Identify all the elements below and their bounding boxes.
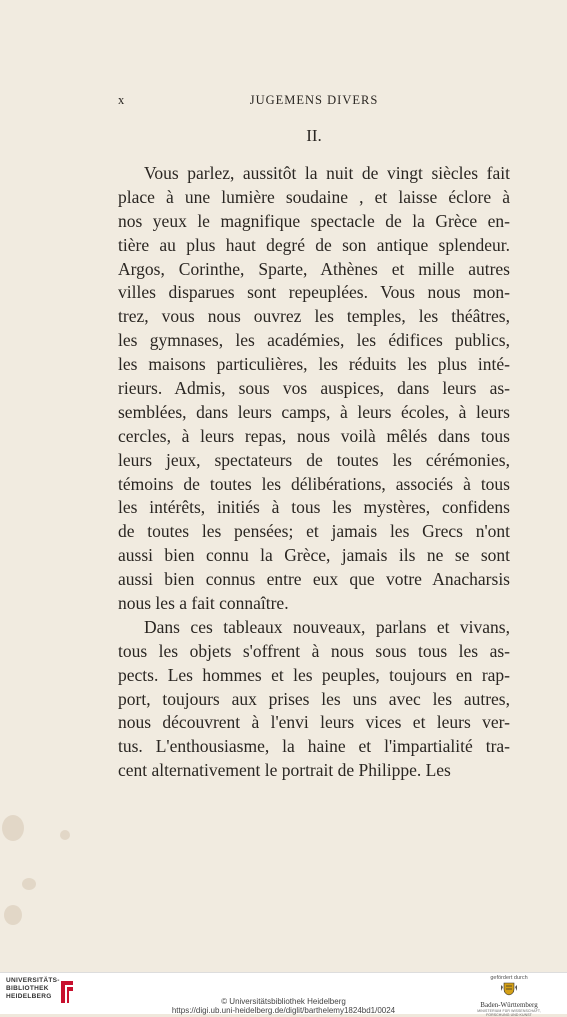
- funder-logo: [469, 975, 549, 1017]
- copyright-text: © Universitätsbibliothek Heidelberg: [221, 997, 346, 1006]
- funding-label: gefördert durch: [490, 975, 528, 981]
- text-line: les maisons particulières, les réduits les plus inté-: [118, 354, 510, 375]
- foxing-stain: [60, 830, 70, 840]
- section-heading: II.: [306, 126, 322, 145]
- paragraph: [118, 616, 510, 783]
- paragraph: [118, 162, 510, 616]
- text-line: nos yeux le magnifique spectacle de la Grèce en-: [118, 210, 510, 231]
- university-library-logo-text: UNIVERSITÄTS- BIBLIOTHEK HEIDELBERG: [6, 977, 60, 1000]
- body-text: [118, 162, 510, 783]
- text-line: de toutes les pensées; et jamais les Grecs n'ont: [118, 521, 510, 542]
- text-line: tus. L'enthousiasme, la haine et l'impartialité tra-: [118, 736, 510, 757]
- text-line: Dans ces tableaux nouveaux, parlans et vivans,: [144, 616, 510, 637]
- text-line: trez, vous nous ouvrez les temples, les théâtres,: [118, 306, 510, 327]
- text-line: place à une lumière soudaine , et laisse éclore à: [118, 186, 510, 207]
- text-line: villes disparues sont repeuplées. Vous nous mon-: [118, 282, 510, 303]
- text-line: nous découvrent à l'envi leurs vices et leurs ver-: [118, 712, 510, 733]
- foxing-stain: [2, 815, 24, 841]
- text-line: cercles, à leurs repas, nous voilà mêlés dans tous: [118, 425, 510, 446]
- permalink-url[interactable]: https://digi.ub.uni-heidelberg.de/diglit/barthelemy1824bd1/0024: [171, 1006, 396, 1015]
- text-line: rieurs. Admis, sous vos auspices, dans leurs as-: [118, 378, 510, 399]
- text-line: aussi bien connu la Grèce, jamais ils ne se sont: [118, 545, 510, 566]
- page-number: x: [118, 93, 126, 107]
- text-line: tous les objets s'offrent à nous sous tous les as-: [118, 640, 510, 661]
- foxing-stain: [4, 905, 22, 925]
- coat-of-arms-icon: [500, 982, 518, 996]
- text-line: nous les a fait connaître.: [118, 593, 289, 614]
- footer-bar: [0, 972, 567, 1017]
- text-line: les intérêts, initiés à tous les mystères, confidens: [118, 497, 510, 518]
- funder-ministry: MINISTERIUM FÜR WISSENSCHAFT, FORSCHUNG UND KUNST: [477, 1009, 541, 1017]
- running-header: [118, 93, 510, 113]
- text-line: aussi bien connus entre eux que votre Anacharsis: [118, 569, 510, 590]
- funder-name: Baden-Württemberg: [480, 1001, 538, 1009]
- running-title: JUGEMENS DIVERS: [249, 93, 379, 107]
- text-line: semblées, dans leurs camps, à leurs écoles, à leurs: [118, 401, 510, 422]
- text-line: témoins de toutes les délibérations, associés à tous: [118, 473, 510, 494]
- text-line: tière au plus haut degré de son antique splendeur.: [118, 234, 510, 255]
- text-line: Argos, Corinthe, Sparte, Athènes et mille autres: [118, 258, 510, 279]
- foxing-stain: [22, 878, 36, 890]
- text-line: pects. Les hommes et les peuples, toujours en rap-: [118, 664, 510, 685]
- text-line: Vous parlez, aussitôt la nuit de vingt siècles fait: [144, 163, 510, 183]
- text-line: port, toujours aux prises les uns avec les autres,: [118, 688, 510, 709]
- text-line: leurs jeux, spectateurs de toutes les cérémonies,: [118, 449, 510, 470]
- text-line: cent alternativement le portrait de Philippe. Les: [118, 760, 451, 781]
- text-line: les gymnases, les académies, les édifices publics,: [118, 330, 510, 351]
